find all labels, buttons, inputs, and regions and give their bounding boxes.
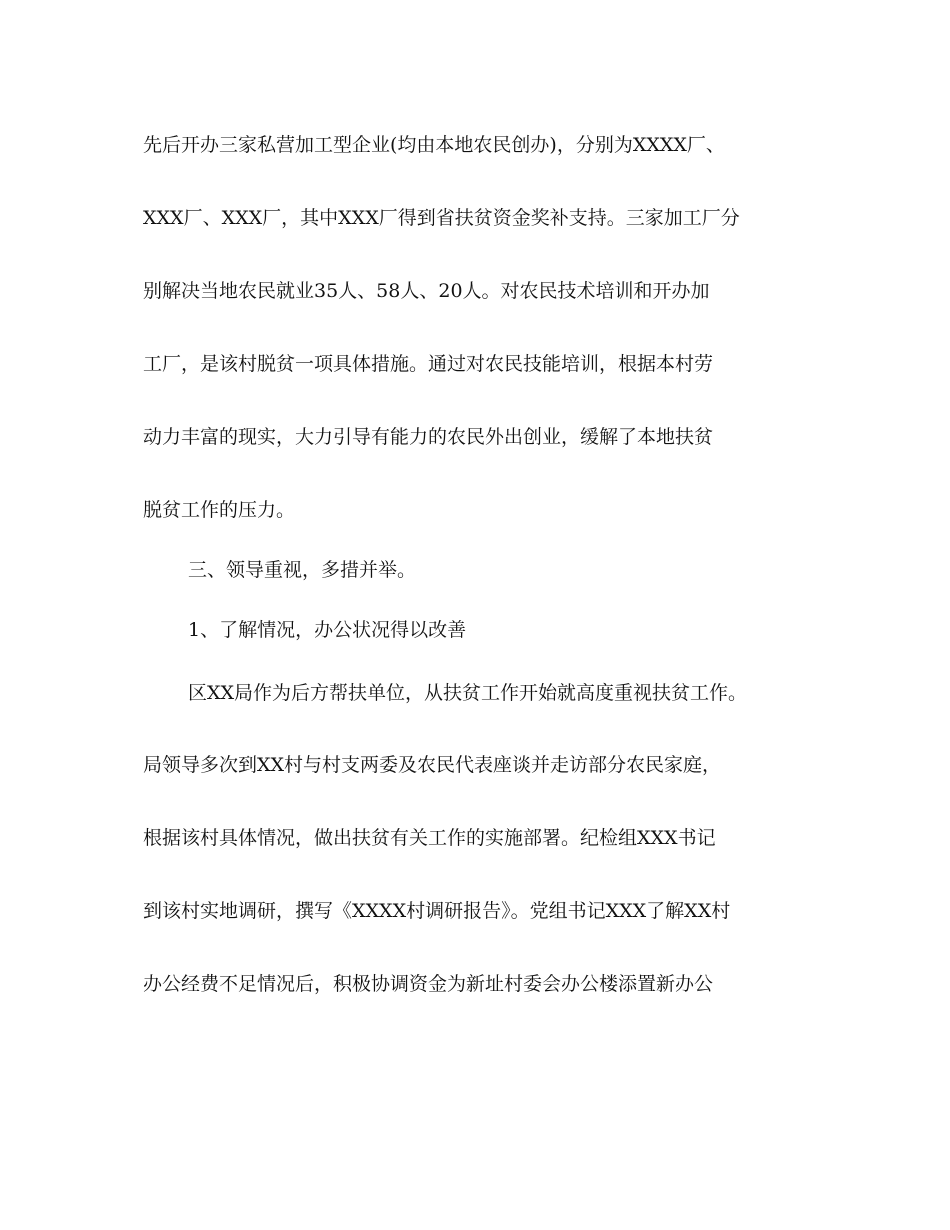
paragraph-line-8: 局领导多次到XX村与村支两委及农民代表座谈并走访部分农民家庭， <box>143 754 722 776</box>
paragraph-line-7: 区XX局作为后方帮扶单位，从扶贫工作开始就高度重视扶贫工作。 <box>188 682 748 704</box>
paragraph-line-9: 根据该村具体情况，做出扶贫有关工作的实施部署。纪检组XXX书记 <box>143 827 716 849</box>
paragraph-line-5: 动力丰富的现实，大力引导有能力的农民外出创业，缓解了本地扶贫 <box>143 426 714 448</box>
section-heading: 三、领导重视，多措并举。 <box>188 559 417 581</box>
paragraph-line-1: 先后开办三家私营加工型企业(均由本地农民创办)，分别为XXXX厂、 <box>143 134 725 156</box>
paragraph-line-4: 工厂，是该村脱贫一项具体措施。通过对农民技能培训，根据本村劳 <box>143 353 714 375</box>
paragraph-line-11: 办公经费不足情况后，积极协调资金为新址村委会办公楼添置新办公 <box>143 973 714 995</box>
paragraph-line-3: 别解决当地农民就业35人、58人、20人。对农民技术培训和开办加 <box>143 280 710 302</box>
paragraph-line-6: 脱贫工作的压力。 <box>143 499 296 521</box>
paragraph-line-10: 到该村实地调研，撰写《XXXX村调研报告》。党组书记XXX了解XX村 <box>143 900 731 922</box>
paragraph-line-2: XXX厂、XXX厂，其中XXX厂得到省扶贫资金奖补支持。三家加工厂分 <box>143 207 740 229</box>
subsection-heading: 1、了解情况，办公状况得以改善 <box>188 619 467 641</box>
